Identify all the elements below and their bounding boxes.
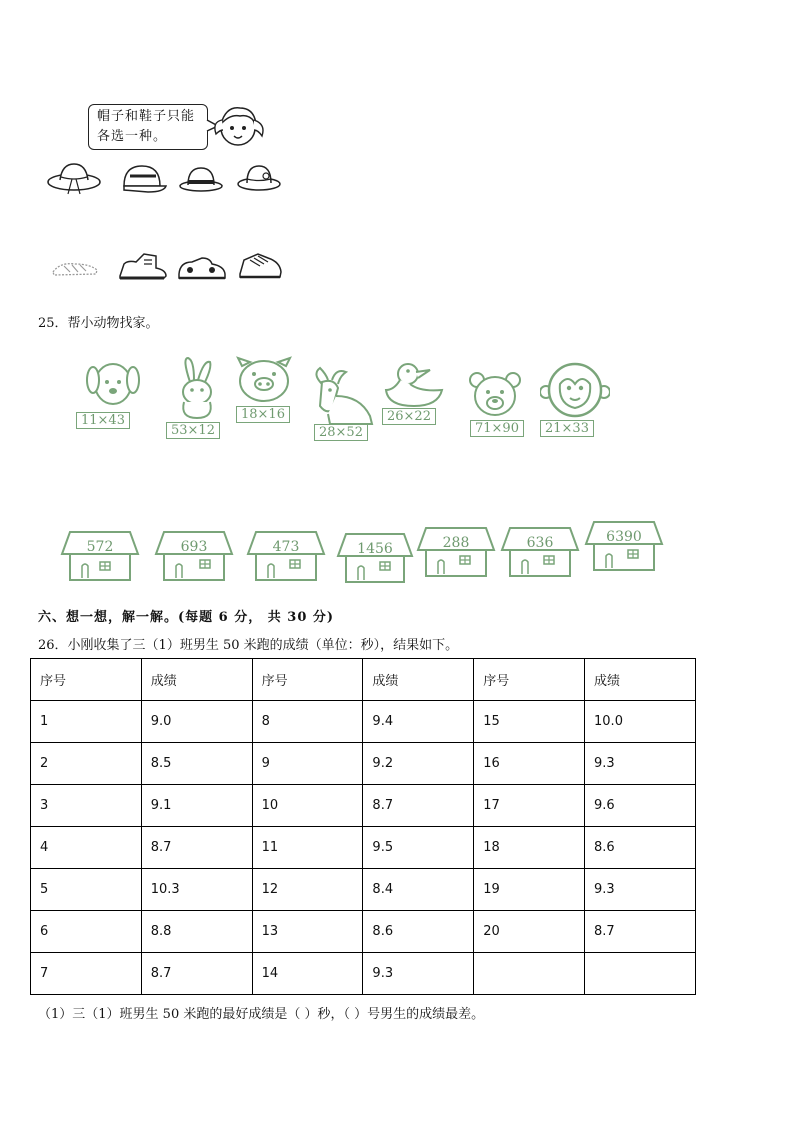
- table-row: [31, 827, 696, 869]
- house-693: [154, 526, 234, 582]
- table-cell: 15: [474, 701, 585, 743]
- table-cell: [474, 953, 585, 995]
- table-cell: 9.3: [585, 869, 696, 911]
- table-cell: 8.7: [585, 911, 696, 953]
- animal-expr-bear: 71×90: [470, 420, 524, 437]
- house-288: [416, 522, 496, 578]
- sandal-icon: [50, 256, 100, 278]
- table-cell: 10: [252, 785, 363, 827]
- cap-icon: [118, 162, 168, 196]
- table-cell: 6: [31, 911, 142, 953]
- animal-expr-rabbit: 53×12: [166, 422, 220, 439]
- goat-icon: [306, 366, 374, 428]
- table-cell: 10.0: [585, 701, 696, 743]
- house-number: 636: [526, 535, 554, 551]
- rabbit-icon: [172, 356, 222, 420]
- fedora-icon: [178, 164, 224, 194]
- speech-bubble: [88, 104, 208, 150]
- table-cell: 8.7: [141, 827, 252, 869]
- animal-expr-pig: 18×16: [236, 406, 290, 423]
- girl-icon: [210, 100, 268, 156]
- flower-hat-icon: [236, 162, 282, 194]
- animal-expr-duck: 26×22: [382, 408, 436, 425]
- house-473: [246, 526, 326, 582]
- table-cell: 8: [252, 701, 363, 743]
- table-cell: 9: [252, 743, 363, 785]
- table-cell: 8.4: [363, 869, 474, 911]
- table-cell: 11: [252, 827, 363, 869]
- table-row: [31, 701, 696, 743]
- table-cell: 9.0: [141, 701, 252, 743]
- header-cell: 序号: [252, 659, 363, 701]
- table-cell: 8.8: [141, 911, 252, 953]
- table-cell: 8.6: [363, 911, 474, 953]
- table-cell: 8.7: [141, 953, 252, 995]
- table-row: [31, 743, 696, 785]
- house-number: 1456: [357, 541, 393, 557]
- table-cell: 9.2: [363, 743, 474, 785]
- sport-shoe-icon: [236, 250, 284, 282]
- table-cell: 14: [252, 953, 363, 995]
- scores-table: [30, 658, 696, 995]
- table-cell: 4: [31, 827, 142, 869]
- animal-expr-goat: 28×52: [314, 424, 368, 441]
- header-cell: 成绩: [141, 659, 252, 701]
- pig-icon: [234, 356, 294, 404]
- table-row: [31, 953, 696, 995]
- duck-icon: [380, 360, 448, 408]
- header-cell: 成绩: [585, 659, 696, 701]
- q25-text: 25．帮小动物找家。: [38, 316, 159, 331]
- house-6390: [584, 516, 664, 572]
- table-cell: 9.3: [585, 743, 696, 785]
- dog-icon: [84, 358, 142, 410]
- table-cell: 8.6: [585, 827, 696, 869]
- table-cell: 12: [252, 869, 363, 911]
- house-number: 288: [442, 535, 470, 551]
- table-cell: 3: [31, 785, 142, 827]
- table-row: [31, 911, 696, 953]
- table-cell: 5: [31, 869, 142, 911]
- header-cell: 序号: [31, 659, 142, 701]
- header-cell: 成绩: [363, 659, 474, 701]
- bubble-line-2: 各选一种。: [97, 129, 168, 144]
- sun-hat-icon: [46, 160, 102, 196]
- q26-text: 26．小刚收集了三（1）班男生 50 米跑的成绩（单位：秒），结果如下。: [38, 638, 459, 653]
- bear-icon: [468, 370, 522, 420]
- table-cell: 9.3: [363, 953, 474, 995]
- table-cell: 19: [474, 869, 585, 911]
- house-number: 693: [180, 539, 208, 555]
- table-cell: 9.5: [363, 827, 474, 869]
- table-cell: [585, 953, 696, 995]
- table-cell: 8.5: [141, 743, 252, 785]
- animal-expr-dog: 11×43: [76, 412, 130, 429]
- table-cell: 18: [474, 827, 585, 869]
- header-cell: 序号: [474, 659, 585, 701]
- table-cell: 8.7: [363, 785, 474, 827]
- q26-sub1: （1）三（1）班男生 50 米跑的最好成绩是（ ）秒，（ ）号男生的成绩最差。: [38, 1007, 485, 1022]
- house-636: [500, 522, 580, 578]
- table-cell: 9.6: [585, 785, 696, 827]
- house-number: 473: [272, 539, 300, 555]
- sneaker-icon: [176, 252, 228, 282]
- table-cell: 16: [474, 743, 585, 785]
- house-number: 6390: [606, 529, 642, 545]
- monkey-icon: [540, 362, 610, 420]
- house-number: 572: [86, 539, 114, 555]
- table-cell: 17: [474, 785, 585, 827]
- table-cell: 10.3: [141, 869, 252, 911]
- table-cell: 13: [252, 911, 363, 953]
- table-cell: 9.4: [363, 701, 474, 743]
- table-cell: 9.1: [141, 785, 252, 827]
- section-title: 六、想一想，解一解。(每题 6 分， 共 30 分): [38, 610, 335, 625]
- house-572: [60, 526, 140, 582]
- table-row: [31, 869, 696, 911]
- table-cell: 2: [31, 743, 142, 785]
- bubble-line-1: 帽子和鞋子只能: [97, 109, 196, 124]
- house-1456: [336, 528, 414, 584]
- animal-expr-monkey: 21×33: [540, 420, 594, 437]
- boot-icon: [116, 250, 170, 282]
- table-row: [31, 785, 696, 827]
- table-cell: 20: [474, 911, 585, 953]
- table-header-row: [31, 659, 696, 701]
- table-cell: 7: [31, 953, 142, 995]
- table-cell: 1: [31, 701, 142, 743]
